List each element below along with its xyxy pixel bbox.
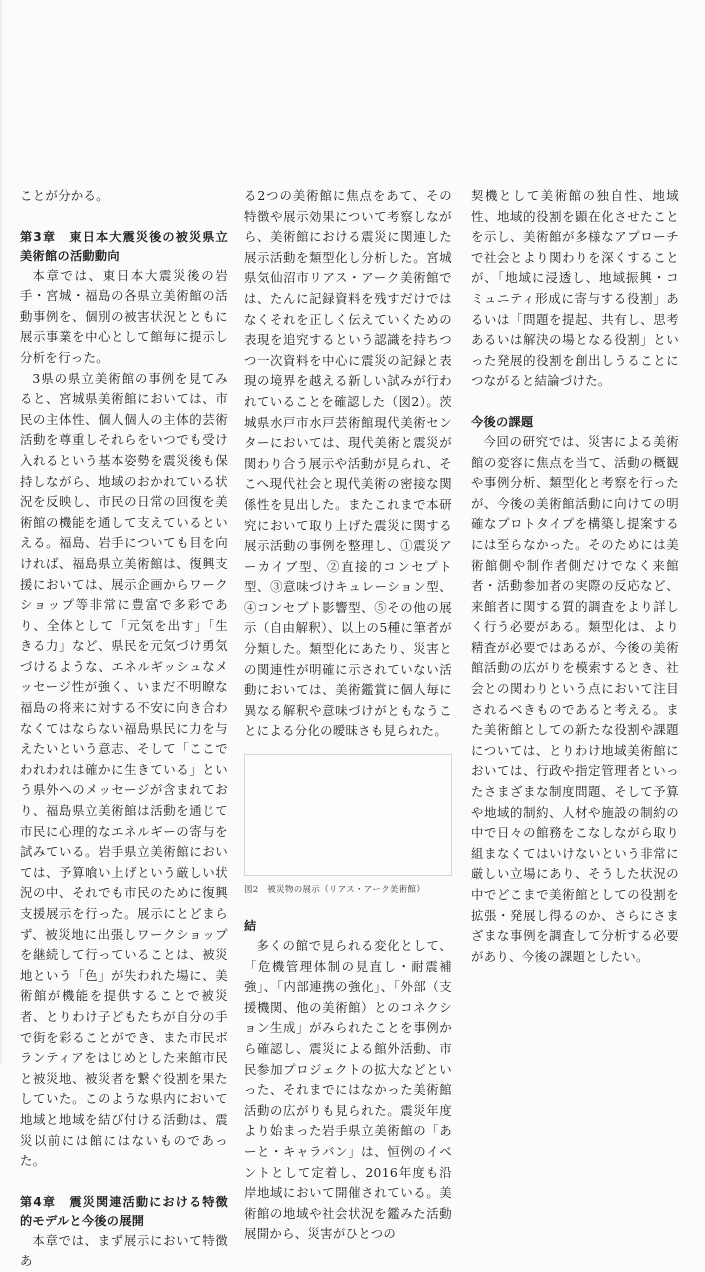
chapter-3-heading: 第3章 東日本大震災後の被災県立美術館の活動動向 [20,229,228,263]
figure-2-caption: 図2 被災物の展示（リアス・アーク美術館） [244,885,426,896]
paragraph: 多くの館で見られる変化として、「危機管理体制の見直し・耐震補強」、「内部連携の強化」、「外部（支援機関、他の美術館）とのコネクション生成」がみられたことを事例から確認し、震災による館外活動、市民参加プロジェクトの拡大などといった、それまでにはなかった美術館活動の広がりも見られた。震災年度より始まった岩手県立美術館の「あーと・キャラバン」は、恒例のイベントとして定着し、2016年度も沿岸地域において開催されている。美術館の地域や社会状況を鑑みた活動展開から、災害がひとつの [244,938,452,1242]
paragraph: 本章では、まず展示において特徴あ [20,1232,228,1269]
future-issues-heading: 今後の課題 [471,414,534,429]
column-left [20,186,228,1272]
paragraph: る2つの美術館に焦点をあて、その特徴や展示効果について考察しながら、美術館における震災に関連した展示活動を類型化し分析した。宮城県気仙沼市リアス・アーク美術館では、たんに記録資料を残すだけではなくそれを正しく伝えていくための表現を追究するという認識を持ちつつ一次資料を中心に震災の記録と表現の境界を越える新しい試みが行われていることを確認した（図2）。茨城県水戸市水戸芸術館現代美術センターにおいては、現代美術と震災が関わり合う展示や活動が見られ、そこへ現代社会と現代美術の密接な関係性を見出した。またこれまで本研究において取り上げた震災に関する展示活動の事例を整理し、①震災アーカイブ型、②直接的コンセプト型、③意味づけキュレーション型、④コンセプト影響型、⑤その他の展示（自由解釈）、以上の5種に筆者が分類した。類型化にあたり、災害との関連性が明確に示されていない活動においては、美術鑑賞に個人毎に異なる解釈や意味づけがともなうことによる分化の曖昧さも見られた。 [244,188,452,739]
chapter-4-heading: 第4章 震災関連活動における特徴的モデルと今後の展開 [20,1194,228,1228]
column-right [471,186,679,967]
figure-2-image [244,754,452,876]
paragraph: 3県の県立美術館の事例を見てみると、宮城県美術館においては、市民の主体性、個人個人の主体的芸術活動を尊重しそれらをいつでも受け入れるという基本姿勢を震災後も保持しながら、地域のおかれている状況を反映し、市民の日常の回復を美術館の機能を通して支えているといえる。福島、岩手についても目を向ければ、福島県立美術館は、復興支援においては、展示企画からワークショップ等非常に豊富で多彩であり、全体として「元気を出す」「生きる力」など、県民を元気づけ勇気づけるような、エネルギッシュなメッセージ性が強く、いまだ不明瞭な福島の将来に対する不安に向き合わなくてはならない福島県民に力を与えたいという意志、そして「ここでわれわれは確かに生きている」という県外へのメッセージが含まれており、福島県立美術館は活動を通じて市民に心理的なエネルギーの寄与を試みている。岩手県立美術館においては、予算喰い上げという厳しい状況の中、それでも市民のために復興支援展示を行った。展示にとどまらず、被災地に出張しワークショップを継続して行っていることは、被災地という「色」が失われた場に、美術館が機能を提供することで被災者、とりわけ子どもたちが自分の手で街を彩ることができ、また市民ボランティアをはじめとした来館市民と被災地、被災者を繋ぐ役割を果たしていた。このような県内において地域と地域を結び付ける活動は、震災以前には館にはないものであった。 [20,370,228,1169]
conclusion-heading: 結 [244,919,257,934]
page-edge [0,0,2,1065]
paragraph: 今回の研究では、災害による美術館の変容に焦点を当て、活動の概観や事例分析、類型化と考察を行ったが、今後の美術館活動に向けての明確なプロトタイプを構築し提案するには至らなかった。そのためには美術館側や制作者側だけでなく来館者・活動参加者の実際の反応など、来館者に関する質的調査をより詳しく行う必要がある。類型化は、より精査が必要ではあるが、今後の美術館活動の広がりを模索するとき、社会との関わりという点において注目されるべきものであると考える。また美術館としての新たな役割や課題については、とりわけ地域美術館においては、行政や指定管理者といったさまざまな制度問題、そして予算や地域的制約、人材や施設の制約の中で日々の館務をこなしながら取り組まなくてはいけないという非常に厳しい立場にあり、そうした状況の中でどこまで美術館としての役割を拡張・発展し得るのか、さらにさまざまな事例を調査して分析する必要があり、今後の課題としたい。 [471,433,679,964]
column-middle [244,186,452,1245]
paragraph: 本章では、東日本大震災後の岩手・宮城・福島の各県立美術館の活動事例を、個別の被害状況とともに展示事業を中心として館毎に提示し分析を行った。 [20,267,228,365]
paragraph-continued: ことが分かる。 [20,188,109,203]
paragraph: 契機として美術館の独自性、地域性、地域的役割を顕在化させたことを示し、美術館が多様なアプローチで社会とより関わりを深くすることが、「地域に浸透し、地域振興・コミュニティ形成に寄与する役割」あるいは「問題を提起、共有し、思考あるいは解決の場となる役割」といった発展的役割を創出しうることにつながると結論づけた。 [471,188,679,389]
